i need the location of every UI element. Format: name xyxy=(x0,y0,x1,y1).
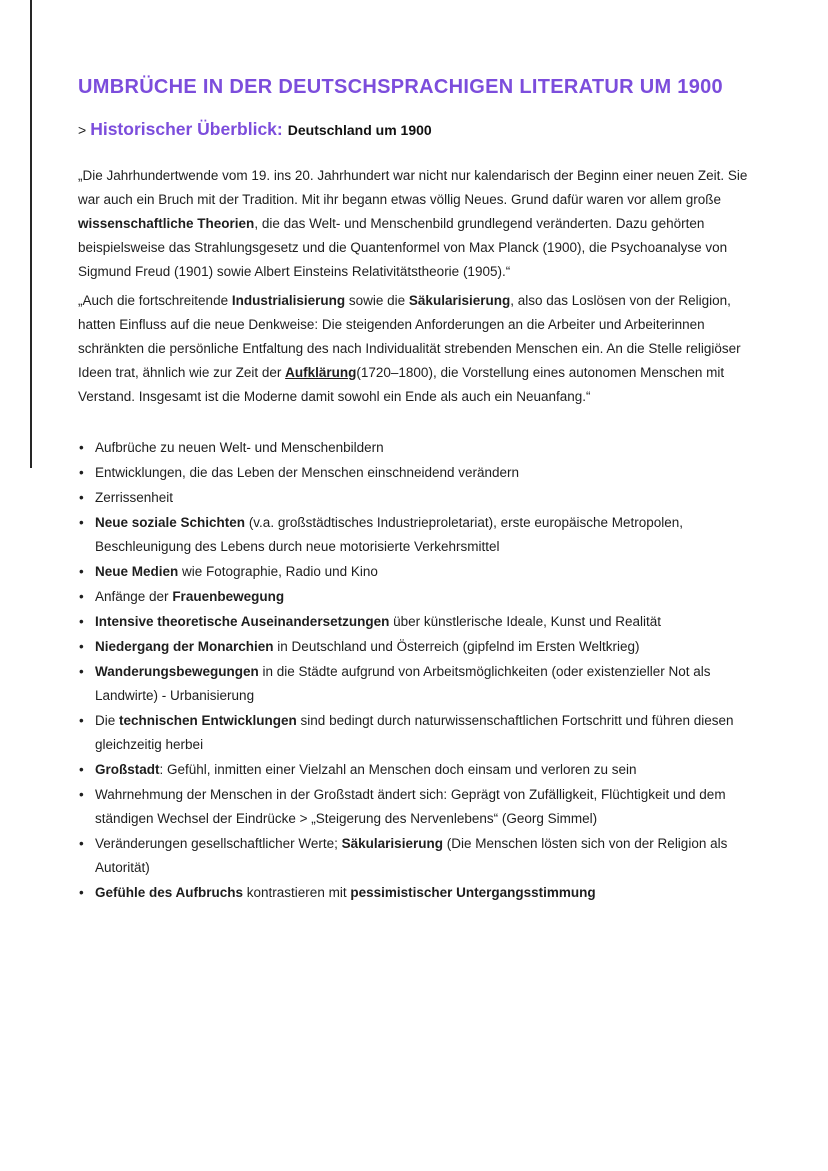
bullet-item xyxy=(78,832,754,880)
bullet-item xyxy=(78,709,754,757)
text-segment: „Auch die fortschreitende xyxy=(78,293,232,308)
text-segment: Industrialisierung xyxy=(231,293,346,308)
paragraph xyxy=(78,164,754,284)
text-segment: sowie die xyxy=(345,293,409,308)
text-segment: Gefühle des Aufbruchs xyxy=(95,885,244,900)
page-edge-line xyxy=(30,0,32,468)
text-segment: Aufbrüche zu neuen Welt- und Menschenbildern xyxy=(95,440,384,455)
text-segment: Veränderungen gesellschaftlicher Werte; xyxy=(95,836,342,851)
bullet-item xyxy=(78,511,754,559)
intro-paragraphs xyxy=(78,164,754,409)
bullet-item xyxy=(78,881,754,905)
bullet-item xyxy=(78,758,754,782)
text-segment: Die xyxy=(95,713,120,728)
text-segment: technischen Entwicklungen xyxy=(119,713,297,728)
text-segment: (v.a. großstädtisches Industrieproletariat), erste europäische Metropolen, Beschleunigung des Lebens durch neue motorisierte Verkehrsmittel xyxy=(95,515,684,554)
text-segment: Säkularisierung xyxy=(408,293,511,308)
text-segment: „Die Jahrhundertwende vom 19. ins 20. Jahrhundert war nicht nur kalendarisch der Beginn einer neuen Zeit. Sie war auch ein Bruch mit der Tradition. Mit ihr begann etwas völlig Neues. Grund dafür waren vor allem große xyxy=(78,168,748,207)
text-segment: , die das Welt- und Menschenbild grundlegend veränderten. Dazu gehörten beispielsweise das Strahlungsgesetz und die Quantenformel von Max Planck (1900), die Psychoanalyse von Sigmund Freud (1901) sowie Albert Einsteins Relativitätstheorie (1905).“ xyxy=(78,216,728,279)
text-segment: kontrastieren mit xyxy=(243,885,351,900)
bullet-item xyxy=(78,610,754,634)
text-segment: Anfänge der xyxy=(95,589,173,604)
section-marker: > xyxy=(78,122,87,138)
text-segment: in Deutschland und Österreich (gipfelnd im Ersten Weltkrieg) xyxy=(273,639,640,654)
text-segment: pessimistischer Untergangsstimmung xyxy=(350,885,596,900)
text-segment: Frauenbewegung xyxy=(172,589,285,604)
bullet-item xyxy=(78,436,754,460)
text-segment: Entwicklungen, die das Leben der Menschen einschneidend verändern xyxy=(95,465,520,480)
text-segment: (Die Menschen lösten sich von der Religion als Autorität) xyxy=(95,836,728,875)
text-segment: über künstlerische Ideale, Kunst und Realität xyxy=(389,614,661,629)
page-title: UMBRÜCHE IN DER DEUTSCHSPRACHIGEN LITERATUR UM 1900 xyxy=(78,76,723,98)
text-segment: Zerrissenheit xyxy=(95,490,174,505)
bullet-item xyxy=(78,783,754,831)
text-segment: in die Städte aufgrund von Arbeitsmöglichkeiten (oder existenzieller Not als Landwirte) - Urbanisierung xyxy=(95,664,711,703)
paragraph xyxy=(78,289,754,409)
document-content xyxy=(78,74,754,906)
text-segment: Großstadt xyxy=(95,762,160,777)
text-segment: wissenschaftliche Theorien xyxy=(78,216,255,231)
text-segment: , also das Loslösen von der Religion, hatten Einfluss auf die neue Denkweise: Die steigenden Anforderungen an die Arbeiter und Arbeiterinnen schränkten die persönliche Entfaltung des nach Individualität strebenden Menschen ein. An die Stelle religiöser Ideen trat, ähnlich wie zur Zeit der xyxy=(78,293,741,380)
bullet-item xyxy=(78,585,754,609)
text-segment: Säkularisierung xyxy=(341,836,443,851)
text-segment: wie Fotographie, Radio und Kino xyxy=(178,564,378,579)
text-segment: : Gefühl, inmitten einer Vielzahl an Menschen doch einsam und verloren zu sein xyxy=(159,762,637,777)
text-segment: Wanderungsbewegungen xyxy=(95,664,259,679)
text-segment: Niedergang der Monarchien xyxy=(95,639,274,654)
section-heading xyxy=(78,117,754,143)
text-segment: sind bedingt durch naturwissenschaftlichen Fortschritt und führen diesen gleichzeitig herbei xyxy=(95,713,734,752)
bullet-item xyxy=(78,560,754,584)
bullet-item xyxy=(78,486,754,510)
bullet-item xyxy=(78,461,754,485)
bullet-item xyxy=(78,660,754,708)
text-segment: Wahrnehmung der Menschen in der Großstadt ändert sich: Geprägt von Zufälligkeit, Flüchtigkeit und dem ständigen Wechsel der Eindrücke > „Steigerung des Nervenlebens“ (Georg Simmel) xyxy=(95,787,726,826)
text-segment: Neue soziale Schichten xyxy=(95,515,246,530)
text-segment: Intensive theoretische Auseinandersetzungen xyxy=(95,614,390,629)
bullet-item xyxy=(78,635,754,659)
bullet-list xyxy=(78,436,754,905)
section-heading-sub: Deutschland um 1900 xyxy=(287,122,432,138)
text-segment: Neue Medien xyxy=(95,564,179,579)
section-heading-accent: Historischer Überblick: xyxy=(90,119,283,139)
text-segment: Aufklärung xyxy=(285,365,357,380)
text-segment: (1720–1800), die Vorstellung eines autonomen Menschen mit Verstand. Insgesamt ist die Moderne damit sowohl ein Ende als auch ein Neuanfang.“ xyxy=(78,365,725,404)
